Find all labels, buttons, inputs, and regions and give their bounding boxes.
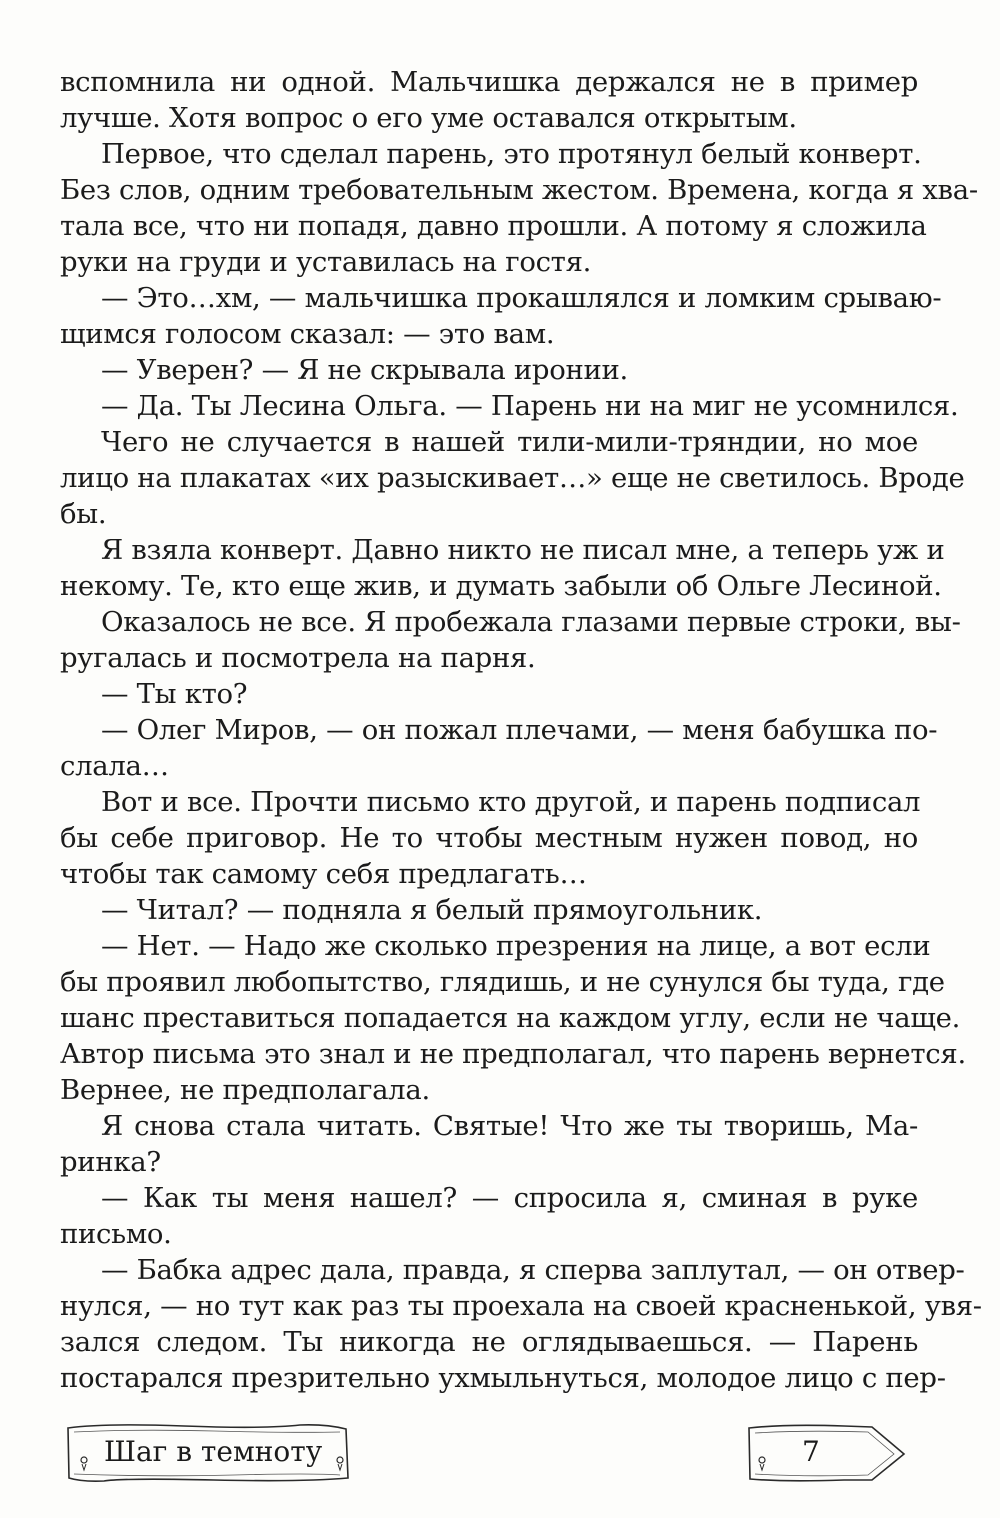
text-line: Автор письма это знал и не предполагал, что парень вернется. bbox=[60, 1038, 966, 1070]
text-line: нулся, — но тут как раз ты проехала на своей красненькой, увя- bbox=[60, 1290, 982, 1322]
text-line: ринка? bbox=[60, 1146, 161, 1178]
paragraph-start-line: Оказалось не все. Я пробежала глазами первые строки, вы- bbox=[101, 606, 961, 638]
paragraph-start-line: Я снова стала читать. Святые! Что же ты творишь, Ма- bbox=[101, 1110, 918, 1142]
page-body bbox=[60, 64, 982, 1396]
text-line: руки на груди и уставилась на гостя. bbox=[60, 246, 592, 278]
paragraph-start-line: — Ты кто? bbox=[101, 678, 248, 710]
text-line: зался следом. Ты никогда не оглядываешься. — Парень bbox=[60, 1326, 918, 1358]
text-line: письмо. bbox=[60, 1218, 172, 1250]
text-line: Вернее, не предполагала. bbox=[60, 1074, 430, 1106]
page-footer bbox=[0, 1412, 1000, 1502]
paragraph-start-line: — Уверен? — Я не скрывала иронии. bbox=[101, 354, 628, 386]
text-line: тала все, что ни попадя, давно прошли. А потому я сложила bbox=[60, 210, 927, 242]
text-line: бы проявил любопытство, глядишь, и не сунулся бы туда, где bbox=[60, 966, 945, 998]
text-line: слала… bbox=[60, 750, 169, 782]
page-number-arrow-icon bbox=[744, 1420, 908, 1486]
page-number: 7 bbox=[802, 1435, 820, 1468]
text-line: шанс преставиться попадается на каждом углу, если не чаще. bbox=[60, 1002, 961, 1034]
paragraph-start-line: — Бабка адрес дала, правда, я сперва заплутал, — он отвер- bbox=[101, 1254, 965, 1286]
text-line: чтобы так самому себя предлагать… bbox=[60, 858, 587, 890]
paragraph-start-line: — Да. Ты Лесина Ольга. — Парень ни на миг не усомнился. bbox=[101, 390, 959, 422]
paragraph-start-line: — Как ты меня нашел? — спросила я, сминая в руке bbox=[101, 1182, 918, 1214]
page-number-plate bbox=[744, 1420, 908, 1486]
paragraph-start-line: — Олег Миров, — он пожал плечами, — меня бабушка по- bbox=[101, 714, 938, 746]
text-line: бы. bbox=[60, 498, 107, 530]
text-line: лицо на плакатах «их разыскивает…» еще не светилось. Вроде bbox=[60, 462, 965, 494]
text-line: щимся голосом сказал: — это вам. bbox=[60, 318, 555, 350]
paragraph-start-line: Первое, что сделал парень, это протянул белый конверт. bbox=[101, 138, 922, 170]
paragraph-start-line: Я взяла конверт. Давно никто не писал мне, а теперь уж и bbox=[101, 534, 945, 566]
paragraph-start-line: Чего не случается в нашей тили-мили-тряндии, но мое bbox=[101, 426, 918, 458]
paragraph-start-line: Вот и все. Прочти письмо кто другой, и парень подписал bbox=[101, 786, 921, 818]
paragraph-start-line: — Это…хм, — мальчишка прокашлялся и ломким срываю- bbox=[101, 282, 942, 314]
book-title: Шаг в темноту bbox=[104, 1435, 323, 1468]
book-title-plate bbox=[64, 1420, 354, 1486]
text-line: вспомнила ни одной. Мальчишка держался не в пример bbox=[60, 66, 918, 98]
paragraph-start-line: — Читал? — подняла я белый прямоугольник. bbox=[101, 894, 763, 926]
text-line: ругалась и посмотрела на парня. bbox=[60, 642, 536, 674]
text-line: некому. Те, кто еще жив, и думать забыли об Ольге Лесиной. bbox=[60, 570, 942, 602]
text-line: лучше. Хотя вопрос о его уме оставался открытым. bbox=[60, 102, 797, 134]
text-line: бы себе приговор. Не то чтобы местным нужен повод, но bbox=[60, 822, 918, 854]
paragraph-start-line: — Нет. — Надо же сколько презрения на лице, а вот если bbox=[101, 930, 931, 962]
text-line: Без слов, одним требовательным жестом. Времена, когда я хва- bbox=[60, 174, 978, 206]
text-line: постарался презрительно ухмыльнуться, молодое лицо с пер- bbox=[60, 1362, 946, 1394]
